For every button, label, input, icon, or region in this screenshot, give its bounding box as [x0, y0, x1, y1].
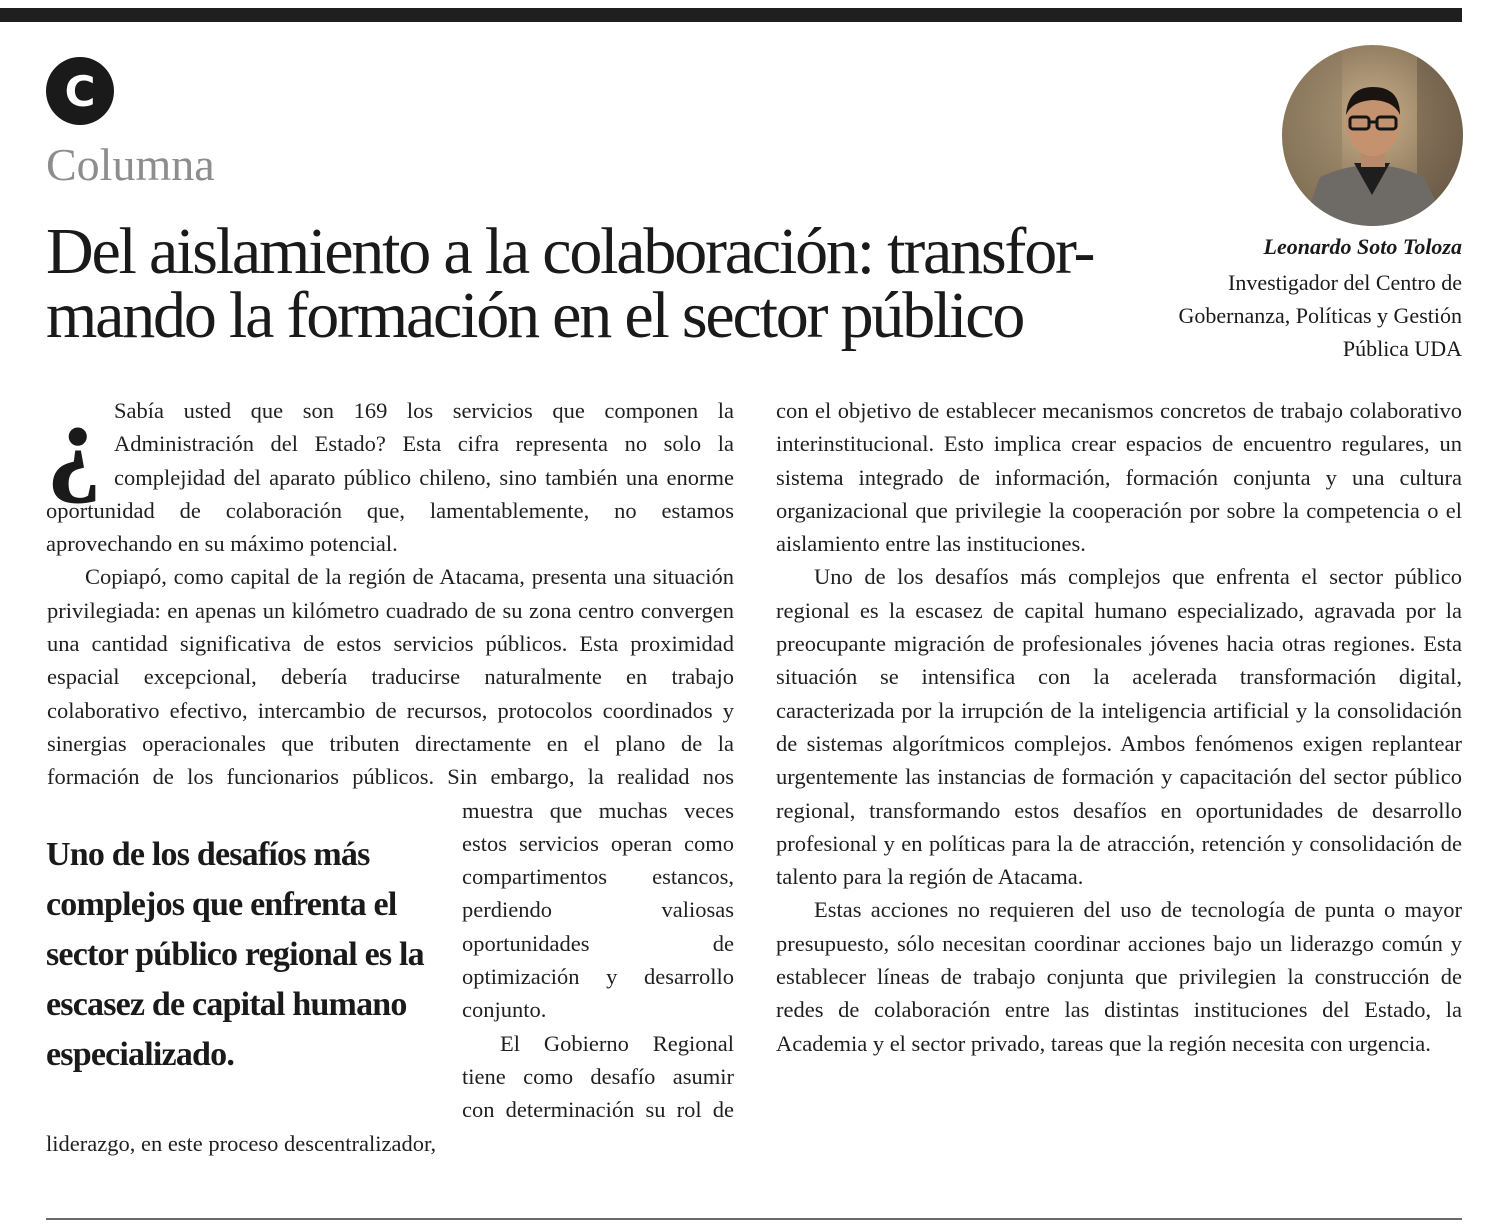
body-paragraph-2: Copiapó, como capital de la región de Atacama, presenta una situación privilegiada: en apenas un kilómetro cuadrado de su zona centro convergen una cantidad significativa de estos servicios públicos. Esta proximidad espacial excepcional, debería traducirse naturalmente en trabajo colaborativo efectivo, intercambio de recursos, protocolos coordinados y sinergias operacionales que tributen directamente en el plano de la formación de los funcionarios públicos. Sin embargo, la realidad nos muestra que muchas veces estos servicios operan como compartimentos estancos, perdiendo valiosas oportunidades de optimización y desarrollo conjunto.	[47, 564, 734, 1023]
drop-cap: ¿	[46, 381, 102, 505]
pull-quote: Uno de los desafíos más complejos que enfrenta el sector público regional es la escasez de capital humano especializado.	[46, 836, 424, 1074]
body-paragraph-4: Uno de los desafíos más complejos que enfrenta el sector público regional es la escasez de capital humano especializado, agravada por la preocupante migración de profesionales jóvenes hacia otras regiones. Esta situación se intensifica con la acelerada transformación digital, caracterizada por la irrupción de la inteligencia artificial y la consolidación de sistemas algorítmicos complejos. Ambos fenómenos exigen replantear urgentemente las instancias de formación y capacitación del sector público regional, transformando estos desafíos en oportunidades de desarrollo profesional y en políticas para la de atracción, retención y consolidación de talento para la región de Atacama.	[776, 564, 1462, 890]
body-paragraph-1: Sabía usted que son 169 los servicios que componen la Administración del Estado? Esta cifra representa no solo la complejidad del aparato público chileno, sino también una enorme oportunidad de colaboración que, lamentablemente, no estamos aprovechando en su máximo potencial.	[46, 398, 734, 557]
author-photo	[1282, 45, 1463, 226]
bottom-rule	[46, 1218, 1462, 1220]
body-paragraph-3: El Gobierno Regional tiene como desafío asumir con determinación su rol de liderazgo, en este proceso descentralizador,	[46, 1030, 734, 1156]
body-column-left	[46, 381, 734, 1160]
section-label: Columna	[46, 139, 215, 190]
section-badge: C	[46, 57, 114, 125]
author-portrait-image	[1282, 45, 1463, 226]
author-name: Leonardo Soto Toloza	[1263, 234, 1462, 259]
body-column-right	[776, 394, 1462, 1060]
headline-line-1: Del aislamiento a la colaboración: transfor-	[46, 215, 1094, 288]
author-title: Investigador del Centro de Gobernanza, Políticas y Gestión Pública UDA	[1178, 270, 1462, 361]
headline	[46, 215, 1136, 352]
top-rule	[0, 8, 1462, 22]
body-paragraph-5: Estas acciones no requieren del uso de tecnología de punta o mayor presupuesto, sólo necesitan coordinar acciones bajo un liderazgo común y establecer líneas de trabajo conjunta que privilegien la construcción de redes de colaboración entre las distintas instituciones del Estado, la Academia y el sector privado, tareas que la región necesita con urgencia.	[776, 897, 1462, 1056]
body-paragraph-3-continued: con el objetivo de establecer mecanismos concretos de trabajo colaborativo interinstitucional. Esto implica crear espacios de encuentro regulares, un sistema integrado de información, formación conjunta y una cultura organizacional que privilegie la cooperación por sobre la competencia o el aislamiento entre las instituciones.	[776, 398, 1462, 557]
headline-line-2: mando la formación en el sector público	[46, 279, 1024, 352]
